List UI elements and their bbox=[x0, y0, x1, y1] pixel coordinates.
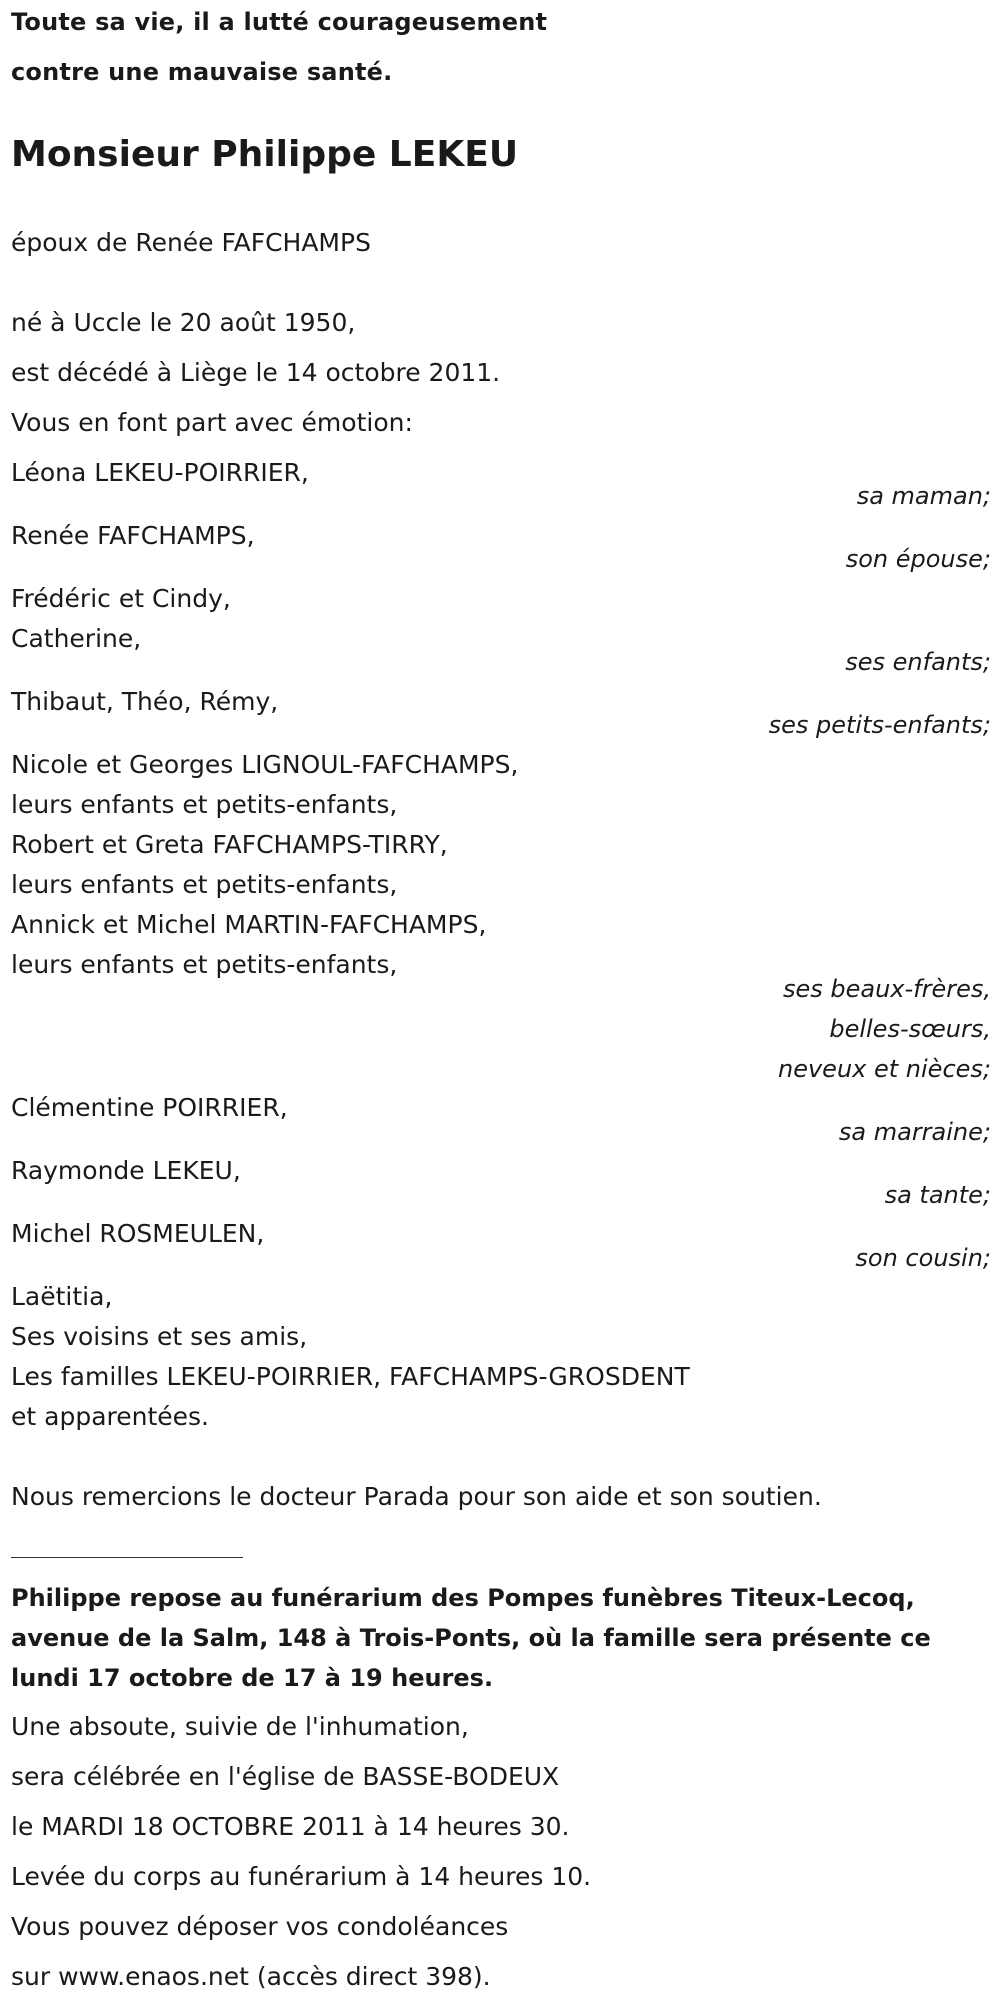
death-line: est décédé à Liège le 14 octobre 2011. bbox=[11, 358, 501, 387]
mourner-name: Michel ROSMEULEN, bbox=[11, 1219, 265, 1248]
mourner-relation: ses beaux-frères, bbox=[782, 975, 991, 1003]
mourner-name: Annick et Michel MARTIN-FAFCHAMPS, bbox=[11, 910, 487, 939]
thanks-line: Nous remercions le docteur Parada pour son aide et son soutien. bbox=[11, 1482, 822, 1511]
mourner-relation: sa tante; bbox=[884, 1181, 991, 1209]
others-line: Les familles LEKEU-POIRRIER, FAFCHAMPS-GROSDENT bbox=[11, 1362, 690, 1391]
deceased-name: Monsieur Philippe LEKEU bbox=[11, 134, 519, 175]
others-line: Ses voisins et ses amis, bbox=[11, 1322, 308, 1351]
intro-line-1: Toute sa vie, il a lutté courageusement bbox=[11, 8, 548, 36]
ceremony-line: Levée du corps au funérarium à 14 heures 10. bbox=[11, 1862, 592, 1891]
mourner-relation: sa maman; bbox=[856, 482, 991, 510]
ceremony-line: sera célébrée en l'église de BASSE-BODEUX bbox=[11, 1762, 560, 1791]
mourner-name: leurs enfants et petits-enfants, bbox=[11, 870, 398, 899]
birth-line: né à Uccle le 20 août 1950, bbox=[11, 308, 356, 337]
rest-info: Philippe repose au funérarium des Pompes funèbres Titeux-Lecoq, avenue de la Salm, 148 à Trois-Ponts, où la famille sera présente ce lundi 17 octobre de 17 à 19 heures. bbox=[11, 1584, 931, 1692]
ceremony-line: le MARDI 18 OCTOBRE 2011 à 14 heures 30. bbox=[11, 1812, 570, 1841]
mourner-name: Nicole et Georges LIGNOUL-FAFCHAMPS, bbox=[11, 750, 519, 779]
announce-line: Vous en font part avec émotion: bbox=[11, 408, 413, 437]
mourner-name: Raymonde LEKEU, bbox=[11, 1156, 241, 1185]
mourner-relation: neveux et nièces; bbox=[778, 1055, 991, 1083]
mourner-relation: sa marraine; bbox=[838, 1118, 991, 1146]
mourner-name: Frédéric et Cindy, bbox=[11, 584, 231, 613]
spouse-line: époux de Renée FAFCHAMPS bbox=[11, 228, 371, 257]
separator-rule bbox=[11, 1557, 243, 1558]
mourner-name: Catherine, bbox=[11, 624, 142, 653]
mourner-relation: son épouse; bbox=[845, 545, 991, 573]
mourner-relation: son cousin; bbox=[855, 1244, 991, 1272]
intro-line-2: contre une mauvaise santé. bbox=[11, 58, 393, 86]
mourner-relation: ses petits-enfants; bbox=[768, 711, 991, 739]
mourner-name: Léona LEKEU-POIRRIER, bbox=[11, 458, 309, 487]
others-line: et apparentées. bbox=[11, 1402, 209, 1431]
mourner-name: leurs enfants et petits-enfants, bbox=[11, 790, 398, 819]
mourner-name: Renée FAFCHAMPS, bbox=[11, 521, 255, 550]
ceremony-line: Vous pouvez déposer vos condoléances bbox=[11, 1912, 509, 1941]
mourner-relation: belles-sœurs, bbox=[829, 1015, 991, 1043]
ceremony-line: sur www.enaos.net (accès direct 398). bbox=[11, 1962, 491, 1991]
mourner-name: Clémentine POIRRIER, bbox=[11, 1093, 288, 1122]
mourner-name: Robert et Greta FAFCHAMPS-TIRRY, bbox=[11, 830, 448, 859]
mourner-name: Thibaut, Théo, Rémy, bbox=[11, 687, 279, 716]
others-line: Laëtitia, bbox=[11, 1282, 113, 1311]
ceremony-line: Une absoute, suivie de l'inhumation, bbox=[11, 1712, 469, 1741]
mourner-relation: ses enfants; bbox=[845, 648, 991, 676]
mourner-name: leurs enfants et petits-enfants, bbox=[11, 950, 398, 979]
